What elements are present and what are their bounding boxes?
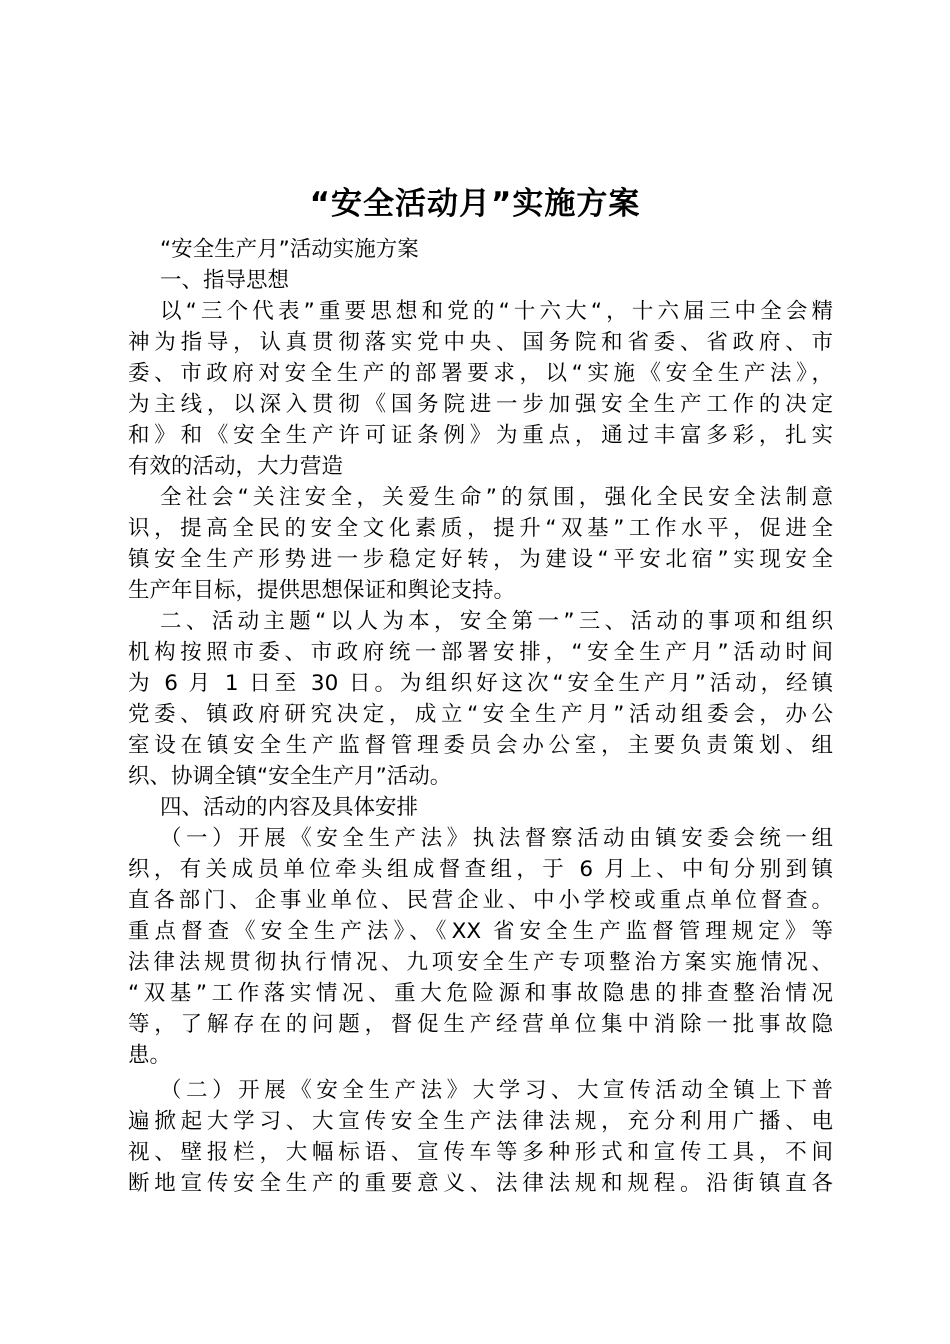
paragraph-line: 机构按照市委、市政府统一部署安排，“安全生产月”活动时间 (128, 640, 833, 665)
paragraph-line: 室设在镇安全生产监督管理委员会办公室，主要负责策划、组 (128, 733, 833, 758)
document-title: “安全活动月”实施方案 (309, 186, 641, 222)
paragraph-line: 党委、镇政府研究决定，成立“安全生产月”活动组委会，办公 (128, 702, 833, 727)
paragraph-line: 为 6 月 1 日至 30 日。为组织好这次“安全生产月”活动，经镇 (128, 671, 833, 696)
paragraph-line: （二）开展《安全生产法》大学习、大宣传活动全镇上下普 (160, 1078, 833, 1103)
document-body (128, 234, 833, 1199)
paragraph-line: 断地宣传安全生产的重要意义、法律法规和规程。沿街镇直各 (128, 1171, 833, 1196)
paragraph-line: 以“三个代表”重要思想和党的“十六大“，十六届三中全会精 (160, 299, 833, 324)
paragraph-line: （一）开展《安全生产法》执法督察活动由镇安委会统一组 (160, 826, 833, 851)
paragraph-line: 患。 (128, 1043, 172, 1068)
paragraph-line: 有效的活动，大力营造 (128, 454, 344, 479)
subtitle-line: “安全生产月”活动实施方案 (160, 237, 419, 262)
paragraph-line: 织、协调全镇“安全生产月”活动。 (128, 764, 452, 789)
paragraph-line: 织，有关成员单位牵头组成督查组，于 6 月上、中旬分别到镇 (128, 857, 833, 882)
paragraph-line: 委、市政府对安全生产的部署要求，以“实施《安全生产法》， (128, 361, 833, 386)
paragraph-line: 遍掀起大学习、大宣传安全生产法律法规，充分利用广播、电 (128, 1109, 833, 1134)
paragraph-line: 为主线，以深入贯彻《国务院进一步加强安全生产工作的决定 (128, 392, 833, 417)
section-heading: 四、活动的内容及具体安排 (160, 795, 419, 820)
paragraph-line: 和》和《安全生产许可证条例》为重点，通过丰富多彩，扎实 (128, 423, 833, 448)
paragraph-line: 生产年目标，提供思想保证和舆论支持。 (128, 578, 516, 603)
paragraph-line: 识，提高全民的安全文化素质，提升“双基”工作水平，促进全 (128, 516, 833, 541)
paragraph-line: 镇安全生产形势进一步稳定好转，为建设“平安北宿”实现安全 (128, 547, 833, 572)
paragraph-line: 直各部门、企事业单位、民营企业、中小学校或重点单位督查。 (128, 888, 833, 913)
paragraph-line: 等，了解存在的问题，督促生产经营单位集中消除一批事故隐 (128, 1012, 833, 1037)
paragraph-line: 法律法规贯彻执行情况、九项安全生产专项整治方案实施情况、 (128, 950, 833, 975)
paragraph-line: “双基”工作落实情况、重大危险源和事故隐患的排查整治情况 (128, 981, 833, 1006)
paragraph-line: 二、活动主题“以人为本，安全第一”三、活动的事项和组织 (160, 609, 833, 634)
section-heading: 一、指导思想 (160, 268, 290, 293)
paragraph-line: 全社会“关注安全，关爱生命”的氛围，强化全民安全法制意 (160, 485, 833, 510)
paragraph-line: 视、壁报栏，大幅标语、宣传车等多种形式和宣传工具，不间 (128, 1140, 833, 1165)
paragraph-line: 重点督查《安全生产法》、《XX 省安全生产监督管理规定》等 (128, 919, 833, 944)
paragraph-line: 神为指导，认真贯彻落实党中央、国务院和省委、省政府、市 (128, 330, 833, 355)
